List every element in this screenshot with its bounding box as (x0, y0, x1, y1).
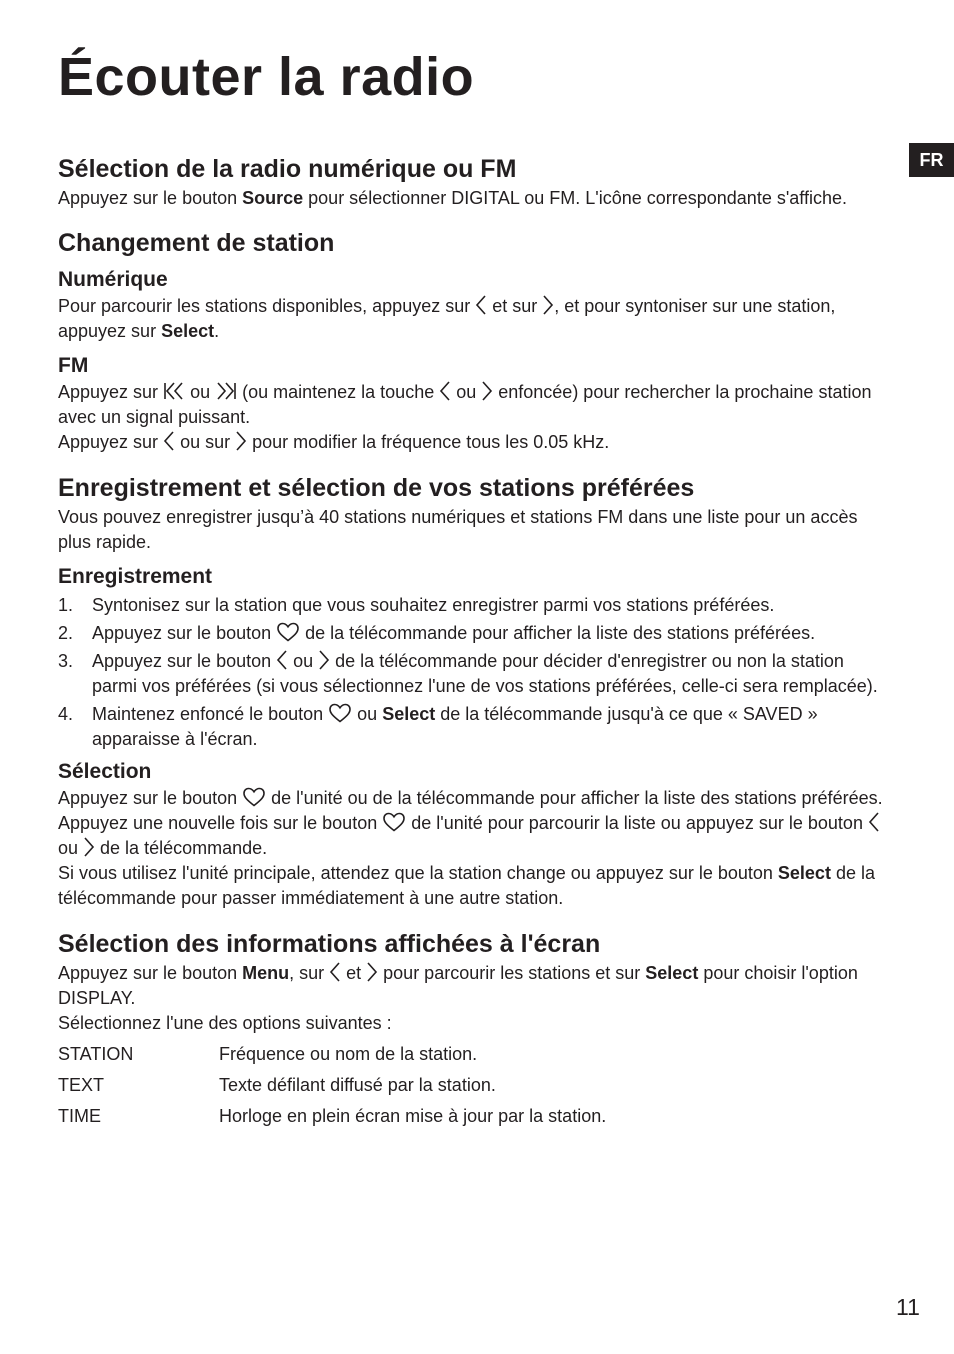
heart-icon (382, 812, 406, 832)
table-row (58, 1104, 606, 1135)
section-heading-favorites: Enregistrement et sélection de vos stations préférées (58, 474, 695, 502)
table-row (58, 1073, 606, 1104)
save-steps-list (58, 593, 892, 752)
option-key: TIME (58, 1106, 101, 1126)
page-title: Écouter la radio (58, 47, 475, 107)
heart-icon (328, 703, 352, 723)
language-tab: FR (909, 143, 954, 177)
list-item: 4. Maintenez enfoncé le bouton ou Select de la télécommande jusqu'à ce que « SAVED » apparaisse à l'écran. (58, 704, 818, 749)
list-item: 2. Appuyez sur le bouton de la télécommande pour afficher la liste des stations préférées. (58, 623, 816, 643)
list-item: 1. Syntonisez sur la station que vous souhaitez enregistrer parmi vos stations préférées. (58, 595, 775, 615)
chevron-left-icon (475, 295, 487, 315)
chevron-right-icon (83, 837, 95, 857)
fm-text-tune: Appuyez sur ou sur pour modifier la fréquence tous les 0.05 kHz. (58, 432, 610, 452)
table-row (58, 1042, 606, 1073)
page-number: 11 (896, 1294, 920, 1320)
section-heading-display-info: Sélection des informations affichées à l'écran (58, 930, 601, 958)
subheading-save: Enregistrement (58, 565, 213, 588)
fm-text-seek: Appuyez sur ou (ou maintenez la touche ou enfoncée) pour rechercher la prochaine station avec un signal puissant. (58, 382, 872, 427)
skip-forward-icon (215, 381, 237, 401)
selection-text-2: Appuyez une nouvelle fois sur le bouton de l'unité pour parcourir la liste ou appuyez sur le bouton ou de la télécommande. (58, 811, 892, 861)
chevron-left-icon (868, 812, 880, 832)
favorites-intro: Vous pouvez enregistrer jusqu’à 40 stations numériques et stations FM dans une liste pour un accès plus rapide. (58, 507, 858, 552)
option-key: STATION (58, 1044, 134, 1064)
display-text-2: Sélectionnez l'une des options suivantes : (58, 1013, 392, 1033)
subheading-digital: Numérique (58, 268, 168, 291)
subheading-fm: FM (58, 354, 89, 377)
section-heading-change-station: Changement de station (58, 229, 335, 257)
display-text-1: Appuyez sur le bouton Menu, sur et pour parcourir les stations et sur Select pour choisir l'option DISPLAY. (58, 963, 858, 1008)
chevron-left-icon (163, 431, 175, 451)
main-content (58, 150, 892, 1135)
option-key: TEXT (58, 1075, 105, 1095)
chevron-right-icon (366, 962, 378, 982)
heart-icon (276, 622, 300, 642)
chevron-right-icon (318, 650, 330, 670)
chevron-right-icon (542, 295, 554, 315)
chevron-left-icon (329, 962, 341, 982)
selection-text-3: Si vous utilisez l'unité principale, attendez que la station change ou appuyez sur le bouton Select de la télécommande pour passer immédiatement à une autre station. (58, 863, 875, 908)
chevron-right-icon (481, 381, 493, 401)
selection-text-1: Appuyez sur le bouton de l'unité ou de la télécommande pour afficher la liste des stations préférées. (58, 788, 883, 808)
skip-back-icon (163, 381, 185, 401)
list-item: 3. Appuyez sur le bouton ou de la télécommande pour décider d'enregistrer ou non la station parmi vos préférées (si vous sélectionnez l'une de vos stations préférées, celle-ci sera remplacée). (58, 651, 878, 696)
option-desc: Horloge en plein écran mise à jour par la station. (219, 1106, 607, 1126)
section-heading-digital-fm: Sélection de la radio numérique ou FM (58, 155, 517, 183)
option-desc: Fréquence ou nom de la station. (219, 1044, 478, 1064)
heart-icon (242, 787, 266, 807)
chevron-left-icon (439, 381, 451, 401)
section-text: Appuyez sur le bouton Source pour sélectionner DIGITAL ou FM. L'icône correspondante s'affiche. (58, 188, 847, 208)
chevron-right-icon (235, 431, 247, 451)
chevron-left-icon (276, 650, 288, 670)
subheading-selection: Sélection (58, 760, 152, 783)
option-desc: Texte défilant diffusé par la station. (219, 1075, 496, 1095)
display-options-table (58, 1042, 606, 1135)
digital-text: Pour parcourir les stations disponibles, appuyez sur et sur , et pour syntoniser sur une station, appuyez sur Select. (58, 296, 836, 341)
